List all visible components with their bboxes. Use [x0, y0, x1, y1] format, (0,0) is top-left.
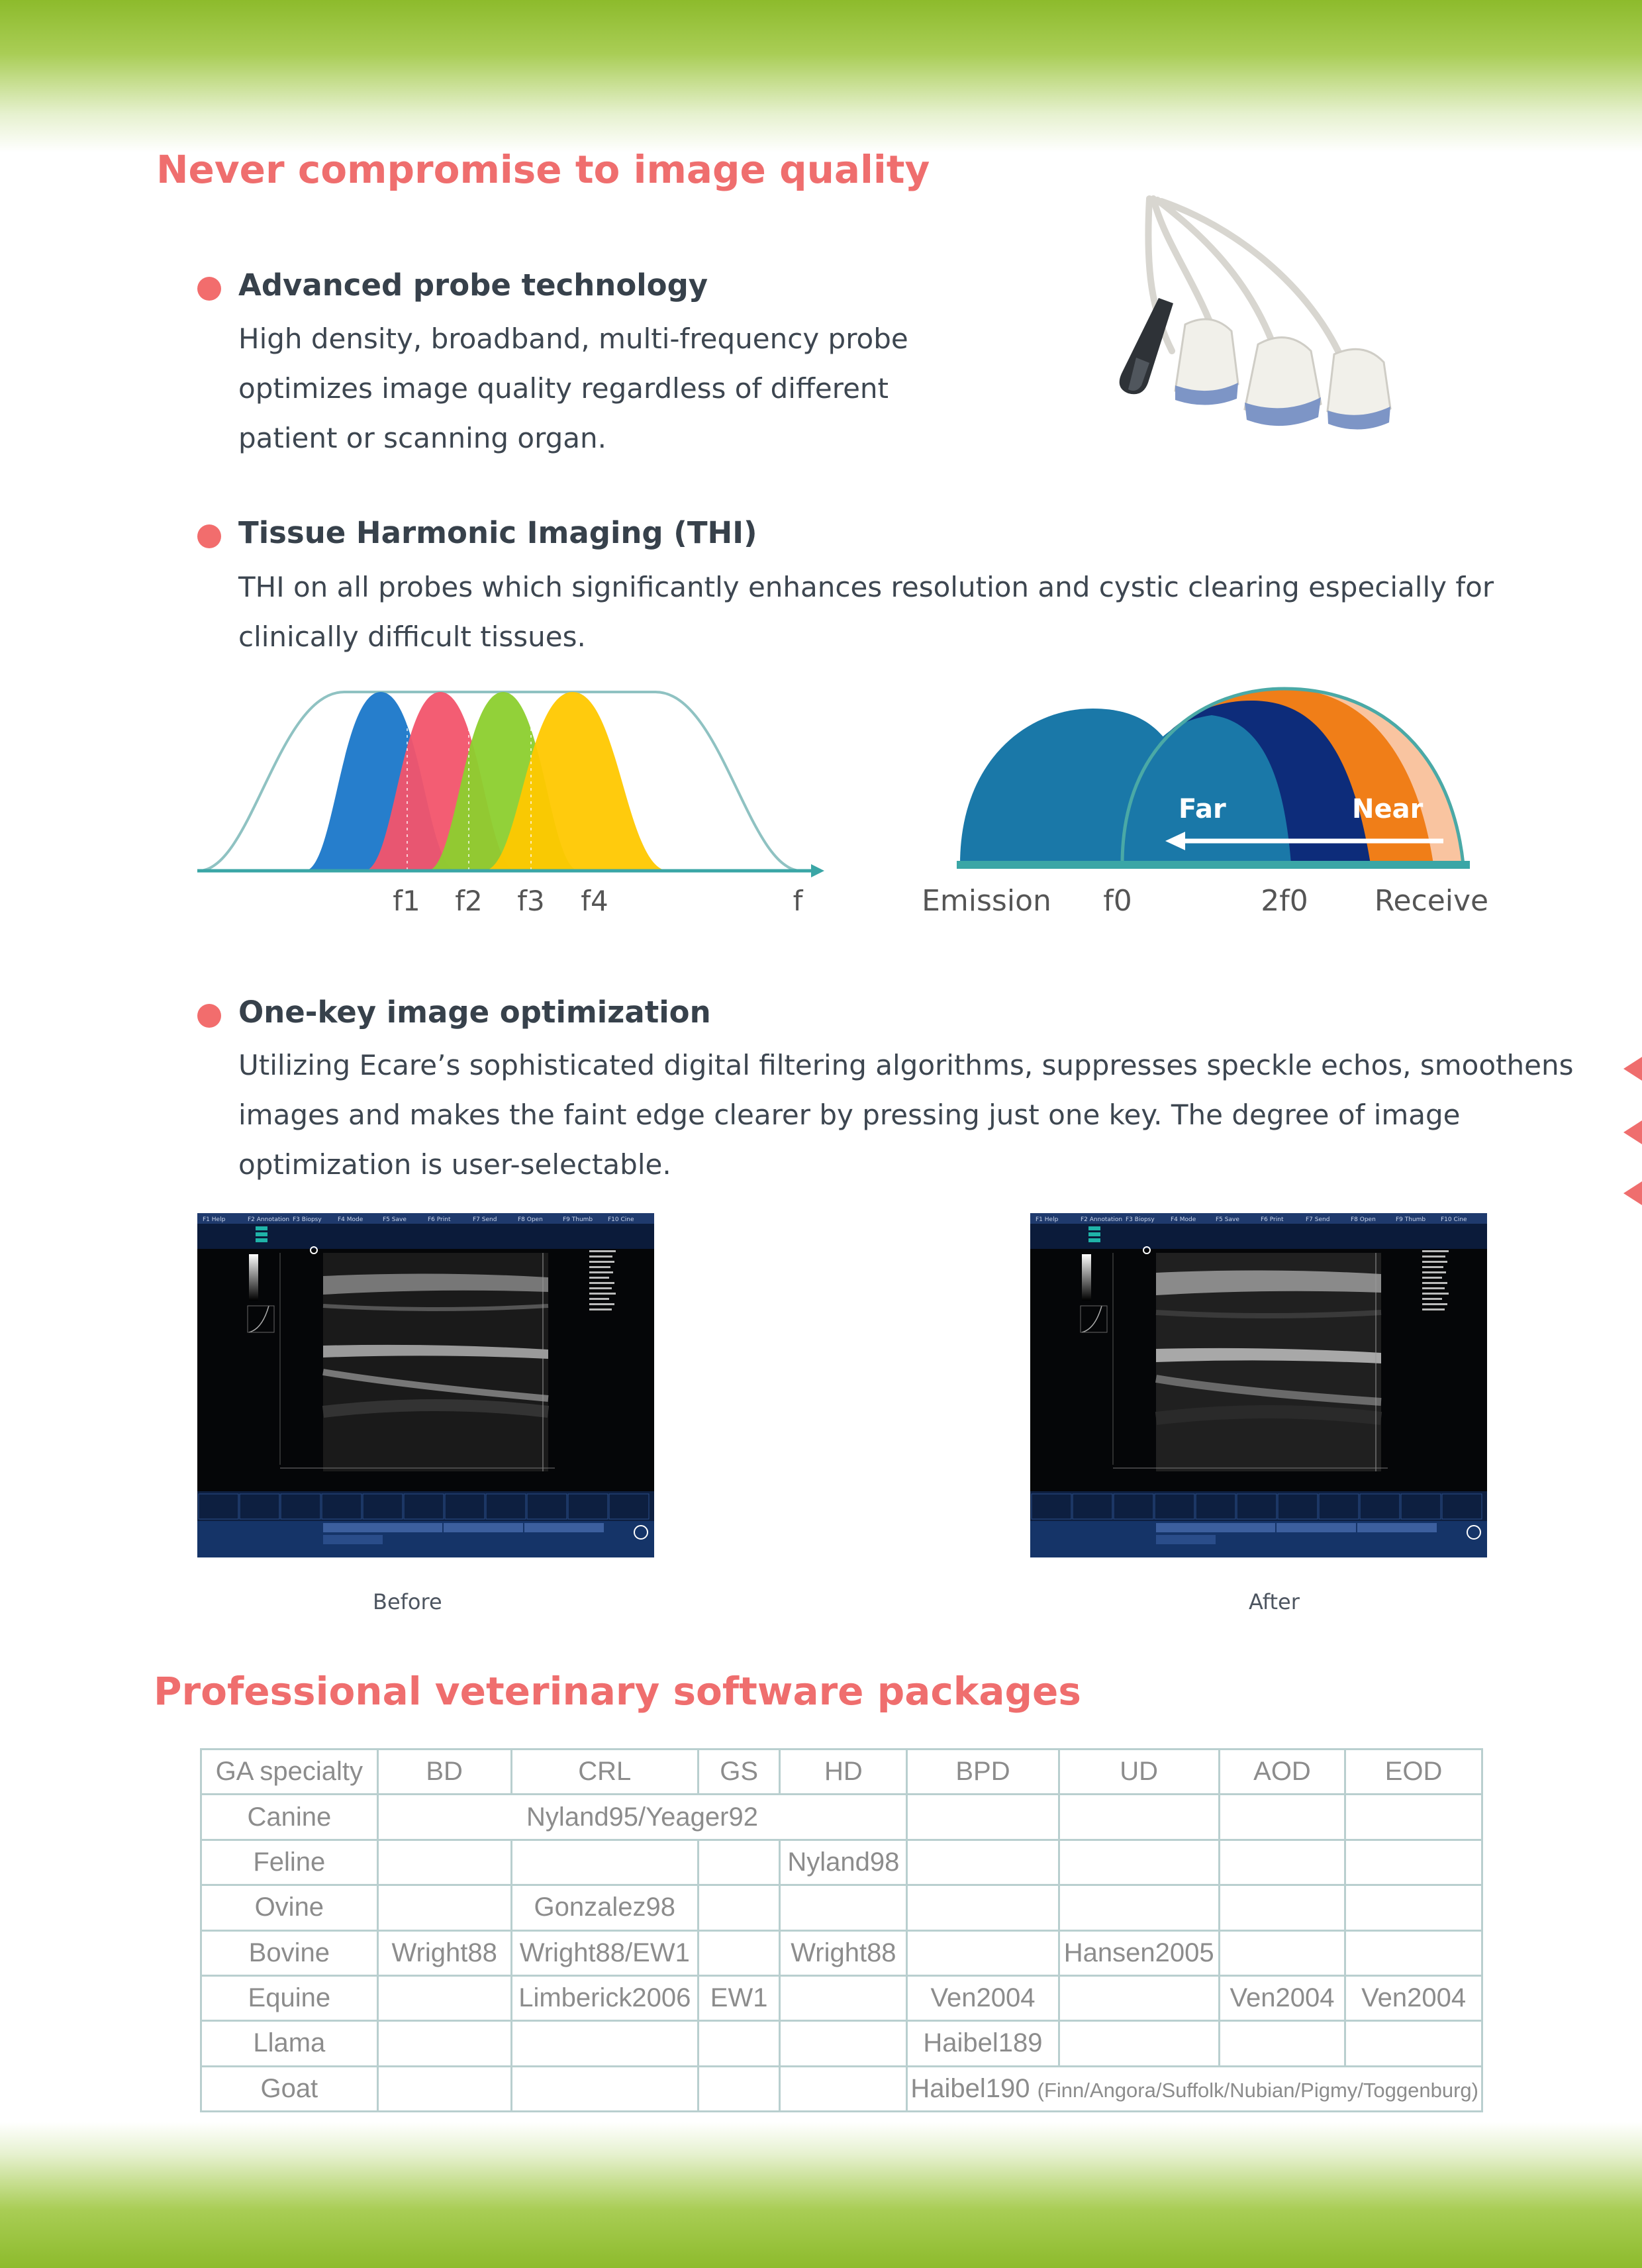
feature-heading-optimization: One-key image optimization — [238, 995, 711, 1030]
table-cell — [698, 1885, 780, 1930]
table-header: UD — [1059, 1750, 1219, 1795]
text-line: THI on all probes which significantly enhances resolution and cystic clearing especially for — [238, 571, 1494, 603]
feature-heading-probe: Advanced probe technology — [238, 268, 708, 303]
text-line: High density, broadband, multi-frequency probe — [238, 322, 908, 355]
table-cell — [907, 1795, 1059, 1840]
table-cell — [377, 2066, 511, 2111]
screen-menu-item: F10 Cine — [608, 1216, 634, 1223]
near-label: Near — [1352, 794, 1424, 824]
text-line: Utilizing Ecare’s sophisticated digital filtering algorithms, suppresses speckle echos, smoothens — [238, 1049, 1574, 1081]
freq-label: f — [793, 885, 803, 917]
probes-illustration — [1079, 192, 1450, 470]
table-cell — [511, 2066, 698, 2111]
table-cell: EW1 — [698, 1975, 780, 2020]
table-row — [201, 1840, 1482, 1885]
row-label: Bovine — [201, 1930, 378, 1975]
table-header: GA specialty — [201, 1750, 378, 1795]
table-cell: Gonzalez98 — [511, 1885, 698, 1930]
table-row — [201, 1930, 1482, 1975]
screen-menu-item: F8 Open — [1351, 1216, 1376, 1223]
table-header: CRL — [511, 1750, 698, 1795]
table-cell — [1219, 2021, 1345, 2066]
top-green-band — [0, 0, 1642, 152]
table-header: EOD — [1345, 1750, 1482, 1795]
table-cell — [377, 1885, 511, 1930]
bullet-dot — [197, 1004, 221, 1028]
table-cell: Wright88 — [377, 1930, 511, 1975]
freq-label: f3 — [517, 885, 545, 917]
screen-menu-item: F6 Print — [1261, 1216, 1284, 1223]
table-cell — [698, 1840, 780, 1885]
table-row — [201, 1975, 1482, 2020]
table-row — [201, 2021, 1482, 2066]
table-cell — [1219, 1795, 1345, 1840]
table-header: BPD — [907, 1750, 1059, 1795]
table-cell: Limberick2006 — [511, 1975, 698, 2020]
table-cell — [698, 1930, 780, 1975]
side-arrow-icon — [1623, 1120, 1642, 1144]
table-header: HD — [780, 1750, 907, 1795]
harmonic-label: Emission — [922, 884, 1051, 918]
table-cell: Wright88/EW1 — [511, 1930, 698, 1975]
text-line: optimizes image quality regardless of different — [238, 372, 889, 405]
table-cell — [1219, 1885, 1345, 1930]
table-cell — [511, 2021, 698, 2066]
screen-menu-item: F4 Mode — [1171, 1216, 1196, 1223]
text-line: optimization is user-selectable. — [238, 1148, 671, 1181]
row-label: Canine — [201, 1795, 378, 1840]
table-cell: Nyland95/Yeager92 — [377, 1795, 907, 1840]
ultrasound-after-image — [1030, 1213, 1487, 1557]
screen-menu-item: F8 Open — [518, 1216, 543, 1223]
text-line: images and makes the faint edge clearer by pressing just one key. The degree of image — [238, 1099, 1461, 1131]
feature-text-optimization — [238, 1040, 1574, 1189]
table-cell — [780, 1975, 907, 2020]
screen-menu-item: F5 Save — [383, 1216, 407, 1223]
screen-menu-item: F9 Thumb — [1396, 1216, 1426, 1223]
screen-menu-item: F1 Help — [1036, 1216, 1059, 1223]
table-cell — [377, 1975, 511, 2020]
table-cell: Ven2004 — [1345, 1975, 1482, 2020]
feature-heading-thi: Tissue Harmonic Imaging (THI) — [238, 515, 757, 550]
table-cell — [377, 1840, 511, 1885]
screen-menu-item: F9 Thumb — [563, 1216, 593, 1223]
freq-label: f4 — [581, 885, 608, 917]
side-arrow-icon — [1623, 1057, 1642, 1081]
after-caption: After — [1249, 1589, 1300, 1614]
row-label: Goat — [201, 2066, 378, 2111]
table-cell: Haibel189 — [907, 2021, 1059, 2066]
table-cell — [780, 2066, 907, 2111]
table-cell — [1059, 2021, 1219, 2066]
table-cell: Hansen2005 — [1059, 1930, 1219, 1975]
harmonic-label: f0 — [1103, 884, 1132, 918]
table-cell: Wright88 — [780, 1930, 907, 1975]
screen-menu-item: F3 Biopsy — [1126, 1216, 1155, 1223]
table-row — [201, 1795, 1482, 1840]
harmonic-label: 2f0 — [1261, 884, 1308, 918]
table-cell — [907, 1930, 1059, 1975]
table-cell — [698, 2021, 780, 2066]
bottom-green-band — [0, 2122, 1642, 2268]
table-cell — [698, 2066, 780, 2111]
table-header-row — [201, 1750, 1482, 1795]
screen-menu-item: F4 Mode — [338, 1216, 363, 1223]
frequency-bands-diagram — [192, 682, 828, 920]
far-label: Far — [1179, 794, 1226, 824]
row-label: Ovine — [201, 1885, 378, 1930]
table-cell — [1059, 1840, 1219, 1885]
table-header: BD — [377, 1750, 511, 1795]
table-cell — [907, 1885, 1059, 1930]
row-label: Llama — [201, 2021, 378, 2066]
text-line: patient or scanning organ. — [238, 422, 606, 454]
vet-software-table — [200, 1748, 1483, 2112]
text-line: clinically difficult tissues. — [238, 620, 586, 653]
row-label: Equine — [201, 1975, 378, 2020]
harmonic-imaging-diagram — [920, 682, 1496, 920]
goat-bpd: Haibel190 — [910, 2073, 1030, 2103]
table-cell — [1059, 1795, 1219, 1840]
table-row — [201, 1885, 1482, 1930]
table-header: AOD — [1219, 1750, 1345, 1795]
table-cell: Ven2004 — [907, 1975, 1059, 2020]
table-cell — [1345, 1885, 1482, 1930]
screen-menu-item: F3 Biopsy — [293, 1216, 322, 1223]
table-cell — [1059, 1975, 1219, 2020]
harmonic-label: Receive — [1374, 884, 1489, 918]
goat-breeds-note: (Finn/Angora/Suffolk/Nubian/Pigmy/Toggenburg) — [1037, 2078, 1478, 2102]
table-cell — [1059, 1885, 1219, 1930]
table-cell: Ven2004 — [1219, 1975, 1345, 2020]
table-cell — [377, 2021, 511, 2066]
screen-menu-item: F7 Send — [473, 1216, 497, 1223]
side-arrow-icon — [1623, 1181, 1642, 1205]
table-cell — [1345, 1840, 1482, 1885]
before-caption: Before — [373, 1589, 442, 1614]
table-cell — [1345, 1795, 1482, 1840]
bullet-dot — [197, 524, 221, 548]
section-title-software-packages: Professional veterinary software packages — [154, 1669, 1081, 1714]
screen-menu-item: F6 Print — [428, 1216, 451, 1223]
table-cell — [1345, 2021, 1482, 2066]
screen-menu-item: F7 Send — [1306, 1216, 1330, 1223]
table-row — [201, 2066, 1482, 2111]
screen-menu-item: F1 Help — [203, 1216, 226, 1223]
screen-menu-item: F2 Annotation — [248, 1216, 290, 1223]
table-cell: Nyland98 — [780, 1840, 907, 1885]
screen-menu-item: F10 Cine — [1441, 1216, 1467, 1223]
table-cell — [780, 1885, 907, 1930]
feature-text-probe — [238, 314, 908, 463]
freq-label: f2 — [455, 885, 483, 917]
table-header: GS — [698, 1750, 780, 1795]
bullet-dot — [197, 277, 221, 301]
table-cell — [907, 2066, 1482, 2111]
table-cell — [1219, 1930, 1345, 1975]
table-cell — [1219, 1840, 1345, 1885]
screen-menu-item: F5 Save — [1216, 1216, 1239, 1223]
table-cell — [1345, 1930, 1482, 1975]
row-label: Feline — [201, 1840, 378, 1885]
feature-text-thi — [238, 562, 1494, 662]
table-cell — [907, 1840, 1059, 1885]
table-cell — [780, 2021, 907, 2066]
ultrasound-before-image — [197, 1213, 654, 1557]
table-cell — [511, 1840, 698, 1885]
section-title-image-quality: Never compromise to image quality — [156, 147, 930, 192]
screen-menu-item: F2 Annotation — [1081, 1216, 1123, 1223]
freq-label: f1 — [393, 885, 420, 917]
